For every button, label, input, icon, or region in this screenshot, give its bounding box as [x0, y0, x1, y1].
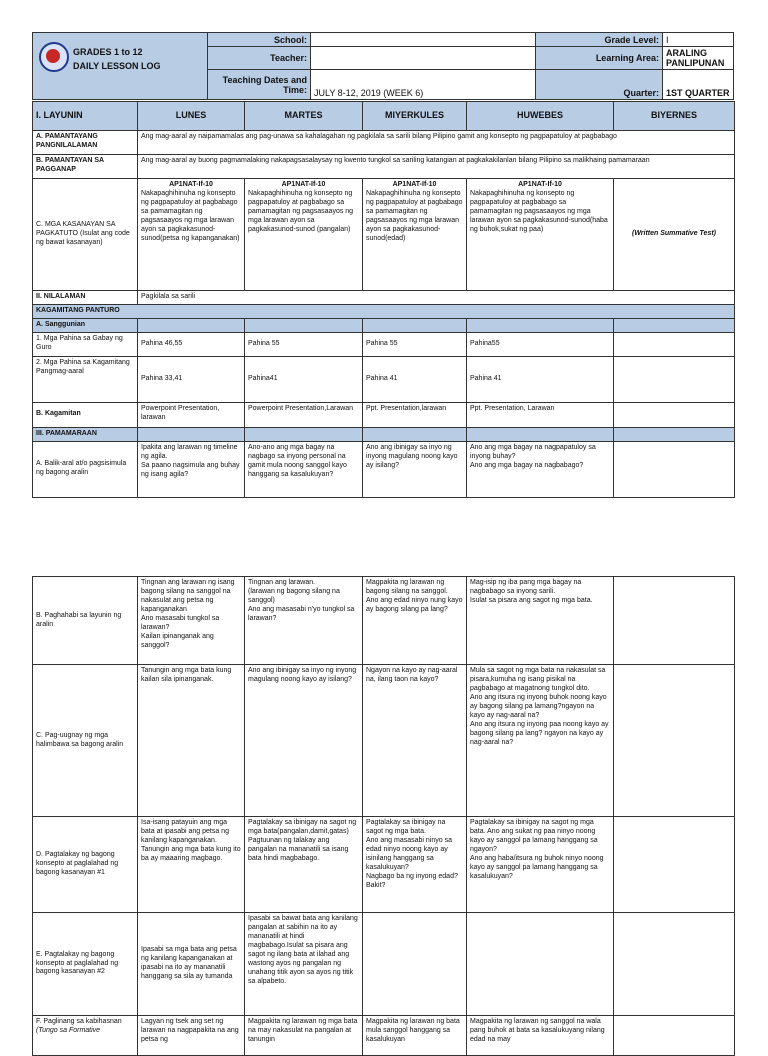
header-logo-cell: [33, 33, 208, 100]
paguugnay-martes: Ano ang ibinigay sa inyo ng inyong magulang noong kayo ay isilang?: [245, 665, 363, 817]
kp-miyerkules: Pahina 41: [363, 356, 467, 402]
kasanayan-label: C. MGA KASANAYAN SA PAGKATUTO (Isulat ang code ng bawat kasanayan): [33, 179, 138, 291]
lesson-log-header: [32, 32, 734, 98]
gabay-martes: Pahina 55: [245, 332, 363, 356]
kagamitan-label: KAGAMITANG PANTURO: [33, 304, 735, 318]
quarter-value: 1ST QUARTER: [663, 70, 734, 100]
gabay-label: 1. Mga Pahina sa Gabay ng Guro: [33, 332, 138, 356]
pamantayang-label: A. PAMANTAYANG PANGNILALAMAN: [33, 131, 138, 155]
kb-miyerkules: Ppt. Presentation,larawan: [363, 402, 467, 427]
paglinang-martes: Magpakita ng larawan ng mga bata na may nakasulat na pangalan at tanungin: [245, 1016, 363, 1056]
paguugnay-miyerkules: Ngayon na kayo ay nag-aaral na, ilang taon na kayo?: [363, 665, 467, 817]
teaching-dates-label: Teaching Dates and Time:: [208, 70, 311, 100]
quarter-label: Quarter:: [536, 70, 663, 100]
deped-seal-icon: [39, 42, 69, 72]
gabay-lunes: Pahina 46,55: [138, 332, 245, 356]
paguugnay-huwebes: Mula sa sagot ng mga bata na nakasulat sa pisara,kumuha ng isang pisikal na pagbabago at magatnong tungkol dito. Ano ang itsura ng inyong buhok noong kayo ay bagong silang pa lamang?ngayon na kayo ay nag-aaral na? Ano ang itsura ng inyong paa noong kayo ay bagong silang pa lang? ngayon na kayo ay nag-aaral na?: [467, 665, 614, 817]
header-title-line2: DAILY LESSON LOG: [73, 61, 161, 71]
column-header-lunes: LUNES: [138, 102, 245, 131]
paglinang-lunes: Lagyan ng tsek ang set ng larawan na nagpapakita na ang petsa ng: [138, 1016, 245, 1056]
teaching-dates-value: JULY 8-12, 2019 (WEEK 6): [311, 70, 536, 100]
kasanayan-huwebes: AP1NAT-If-10 Nakapaghihinuha ng konsepto ng pagpapatuloy at pagbabago sa pamamagitan ng pagsasaayos ng mga larawan ayon sa pagkakasunod-sunod(haba ng buhok,sukat ng paa): [467, 179, 614, 291]
balik-aral-martes: Ano-ano ang mga bagay na nagbago sa inyong personal na gamit mula noong sanggol kayo hanggang sa kasalukuyan?: [245, 441, 363, 497]
pagtalakay2-lunes: Ipasabi sa mga bata ang petsa ng kanilang kapanganakan at ipasabi na ito ay mananatili hanggang sa sila ay tumanda: [138, 913, 245, 1016]
paghahabi-miyerkules: Magpakita ng larawan ng bagong silang na sanggol. Ano ang edad ninyo nung kayo ay bagong silang pa lang?: [363, 577, 467, 665]
learning-area-value: ARALING PANLIPUNAN: [663, 47, 734, 70]
pamamaraan-label: III. PAMAMARAAN: [33, 427, 138, 441]
grade-level-value: I: [663, 33, 734, 47]
gabay-huwebes: Pahina55: [467, 332, 614, 356]
pagtalakay1-martes: Pagtalakay sa ibinigay na sagot ng mga bata(pangalan,damit,gatas) Pagtuunan ng talakay ang pangalan na mananatili sa isang bata hindi magbabago.: [245, 817, 363, 913]
pagtalakay2-martes: Ipasabi sa bawat bata ang kanilang pangalan at sabihin na ito ay mananatili at hindi magbabago.Isulat sa pisara ang sagot ng ilang bata at ilahad ang wastong ayos ng pangalan ng unahang titik ayon sa ayos ng titik sa alpabeto.: [245, 913, 363, 1016]
kb-huwebes: Ppt. Presentation, Larawan: [467, 402, 614, 427]
pagtalakay1-label: D. Pagtalakay ng bagong konsepto at paglalahad ng bagong kasanayan #1: [33, 817, 138, 913]
paghahabi-label: B. Paghahabi sa layunin ng aralin: [33, 577, 138, 665]
paguugnay-label: C. Pag-uugnay ng mga halimbawa sa bagong aralin: [33, 665, 138, 817]
kp-huwebes: Pahina 41: [467, 356, 614, 402]
school-label: School:: [208, 33, 311, 47]
sanggunian-label: A. Sanggunian: [33, 318, 138, 332]
pagtalakay1-miyerkules: Pagtalakay sa ibinigay na sagot ng mga bata. Ano ang masasabi ninyo sa edad ninyo noong kayo ay isinilang hanggang sa kasalukuyan? Nagbago ba ng inyong edad? Bakit?: [363, 817, 467, 913]
kasanayan-biyernes: (Written Summative Test): [614, 179, 735, 291]
column-header-martes: MARTES: [245, 102, 363, 131]
kagamitan-b-label: B. Kagamitan: [33, 402, 138, 427]
pagtalakay1-huwebes: Pagtalakay sa ibinigay na sagot ng mga bata. Ano ang sukat ng paa ninyo noong kayo ay sanggol pa lamang hanggang sa ngayon? Ano ang haba/itsura ng buhok ninyo noong kayo ay sanggol pa lamang hanggang sa kasalukuyan?: [467, 817, 614, 913]
paglinang-note: (Tungo sa Formative: [36, 1026, 101, 1034]
paghahabi-martes: Tingnan ang larawan. (larawan ng bagong silang na sanggol) Ano ang masasabi n'yo tungkol sa larawan?: [245, 577, 363, 665]
pagtalakay1-lunes: Isa-isang patayuin ang mga bata at ipasabi ang petsa ng kanilang kapanganakan. Tanungin ang mga bata kung ito ba ay maaaring magbago.: [138, 817, 245, 913]
paguugnay-lunes: Tanungin ang mga bata kung kailan sila ipinanganak.: [138, 665, 245, 817]
kp-martes: Pahina41: [245, 356, 363, 402]
column-header-layunin: I. LAYUNIN: [33, 102, 138, 131]
kasanayan-martes: AP1NAT-If-10 Nakapaghihinuha ng konsepto ng pagpapatuloy at pagbabago sa pamamagitan ng pagsasaayos ng mga larawan ayon sa pagkakasunod-sunod (pangalan): [245, 179, 363, 291]
kb-lunes: Powerpoint Presentation, larawan: [138, 402, 245, 427]
balik-aral-label: A. Balik-aral at/o pagsisimula ng bagong aralin: [33, 441, 138, 497]
pagganap-label: B. PAMANTAYAN SA PAGGANAP: [33, 155, 138, 179]
gabay-miyerkules: Pahina 55: [363, 332, 467, 356]
kasanayan-miyerkules: AP1NAT-If-10 Nakapaghihinuha ng konsepto ng pagpapatuloy at pagbabago sa pamamagitan ng pagsasaayos ng mga larawan ayon sa pagkakasunod-sunod(edad): [363, 179, 467, 291]
teacher-value: [311, 47, 536, 70]
pagganap-text: Ang mag-aaral ay buong pagmamalaking nakapagsasalaysay ng kwento tungkol sa sariling katangian at pagkakakilanlan bilang Pilipino sa malikhaing pamamaraan: [138, 155, 735, 179]
balik-aral-huwebes: Ano ang mga bagay na nagpapatuloy sa inyong buhay? Ano ang mga bagay na nagbabago?: [467, 441, 614, 497]
grade-level-label: Grade Level:: [536, 33, 663, 47]
pagtalakay2-label: E. Pagtalakay ng bagong konsepto at paglalahad ng bagong kasanayan #2: [33, 913, 138, 1016]
balik-aral-miyerkules: Ano ang ibinigay sa inyo ng inyong magulang noong kayo ay isilang?: [363, 441, 467, 497]
teacher-label: Teacher:: [208, 47, 311, 70]
paghahabi-lunes: Tingnan ang larawan ng isang bagong silang na sanggol na nakasulat ang petsa ng kapanganakan Ano masasabi tungkol sa larawan? Kailan ipinanganak ang sanggol?: [138, 577, 245, 665]
paglinang-huwebes: Magpakita ng larawan ng sanggol na wala pang buhok at bata sa kasalukuyang nilang edad na may: [467, 1016, 614, 1056]
kp-lunes: Pahina 33,41: [138, 356, 245, 402]
nilalaman-text: Pagkilala sa sarili: [138, 291, 735, 305]
kagamitang-pahina-label: 2. Mga Pahina sa Kagamitang Pangmag-aaral: [33, 356, 138, 402]
header-title-line1: GRADES 1 to 12: [73, 47, 143, 57]
paghahabi-huwebes: Mag-isip ng iba pang mga bagay na nagbabago sa inyong sarili. Isulat sa pisara ang sagot ng mga bata.: [467, 577, 614, 665]
paglinang-label: F. Paglinang sa kabihasnan (Tungo sa Formative: [33, 1016, 138, 1056]
lesson-plan-table-top: [32, 101, 735, 498]
learning-area-label: Learning Area:: [536, 47, 663, 70]
balik-aral-lunes: Ipakita ang larawan ng timeline ng agila. Sa paano nagsimula ang buhay ng isang agila?: [138, 441, 245, 497]
kasanayan-lunes: AP1NAT-If-10 Nakapaghihinuha ng konsepto ng pagpapatuloy at pagbabago sa pamamagitan ng pagsasaayos ng mga larawan ayon sa pagkakasunod-sunod(petsa ng kapanganakan): [138, 179, 245, 291]
kb-martes: Powerpoint Presentation,Larawan: [245, 402, 363, 427]
column-header-huwebes: HUWEBES: [467, 102, 614, 131]
pamantayang-text: Ang mag-aaral ay naipamamalas ang pag-unawa sa kahalagahan ng pagkilala sa sarili bilang Pilipino gamit ang konsepto ng pagpapatuloy at pagbabago: [138, 131, 735, 155]
column-header-biyernes: BIYERNES: [614, 102, 735, 131]
paglinang-miyerkules: Magpakita ng larawan ng bata mula sanggol hanggang sa kasalukuyan: [363, 1016, 467, 1056]
lesson-plan-table-bottom: [32, 576, 735, 1056]
school-value: [311, 33, 536, 47]
nilalaman-label: II. NILALAMAN: [33, 291, 138, 305]
column-header-miyerkules: MIYERKULES: [363, 102, 467, 131]
